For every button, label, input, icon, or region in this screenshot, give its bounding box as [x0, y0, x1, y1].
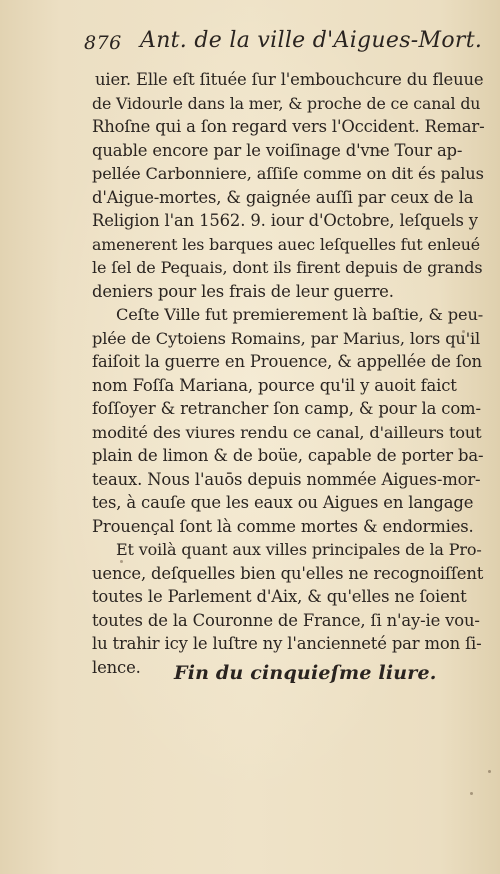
text-line: uier. Elle eſt ſituée ſur l'embouchcure du fleuue	[95, 70, 484, 89]
text-line: teaux. Nous l'auōs depuis nommée Aigues-mor-	[92, 469, 481, 489]
text-line: foſſoyer & retrancher ſon camp, & pour la com-	[92, 399, 481, 418]
explicit: Fin du cinquieſme liure.	[174, 662, 437, 684]
text-line: Ceſte Ville fut premierement là baſtie, & peu-	[116, 305, 484, 324]
text-line: toutes le Parlement d'Aix, & qu'elles ne ſoient	[92, 587, 467, 606]
paper-speck	[470, 792, 473, 795]
text-line: Prouençal ſont là comme mortes & endormies.	[92, 516, 474, 536]
text-line: deniers pour les frais de leur guerre.	[92, 281, 394, 301]
paper-speck	[488, 770, 491, 773]
page-header	[84, 26, 483, 60]
text-line: Religion l'an 1562. 9. iour d'Octobre, leſquels y	[92, 211, 478, 230]
running-head: Ant. de la ville d'Aigues-Mort.	[140, 28, 483, 53]
text-line: pellée Carbonniere, aſſiſe comme on dit és palus	[92, 164, 484, 183]
text-line: de Vidourle dans la mer, & proche de ce canal du	[92, 93, 481, 113]
text-line: tes, à cauſe que les eaux ou Aigues en langage	[92, 493, 474, 512]
text-line: lence.	[92, 657, 141, 677]
text-line: le ſel de Pequais, dont ils firent depuis de grands	[92, 258, 483, 277]
text-line: Et voilà quant aux villes principales de la Pro-	[116, 540, 482, 559]
text-line: nom Foſſa Mariana, pource qu'il y auoit faict	[92, 375, 457, 395]
text-line: plée de Cytoiens Romains, par Marius, lors qu'il	[92, 328, 481, 348]
text-line: modité des viures rendu ce canal, d'ailleurs tout	[92, 422, 482, 442]
text-line: toutes de la Couronne de France, ſi n'ay-ie vou-	[92, 610, 480, 630]
page-number: 876	[84, 32, 122, 54]
text-line: lu trahir icy le luſtre ny l'ancienneté par mon ſi-	[92, 634, 482, 653]
body-text	[92, 68, 484, 679]
text-line: amenerent les barques auec leſquelles fut enleué	[92, 234, 480, 254]
text-line: faiſoit la guerre en Prouence, & appellée de ſon	[92, 352, 482, 371]
text-line: plain de limon & de boüe, capable de porter ba-	[92, 446, 484, 465]
text-line: quable encore par le voiſinage d'vne Tour ap-	[92, 140, 463, 160]
text-line: Rhoſne qui a ſon regard vers l'Occident. Remar-	[92, 117, 485, 136]
text-line: uence, deſquelles bien qu'elles ne recognoiſſent	[92, 563, 484, 583]
text-line: d'Aigue-mortes, & gaignée auſſi par ceux de la	[92, 187, 474, 207]
